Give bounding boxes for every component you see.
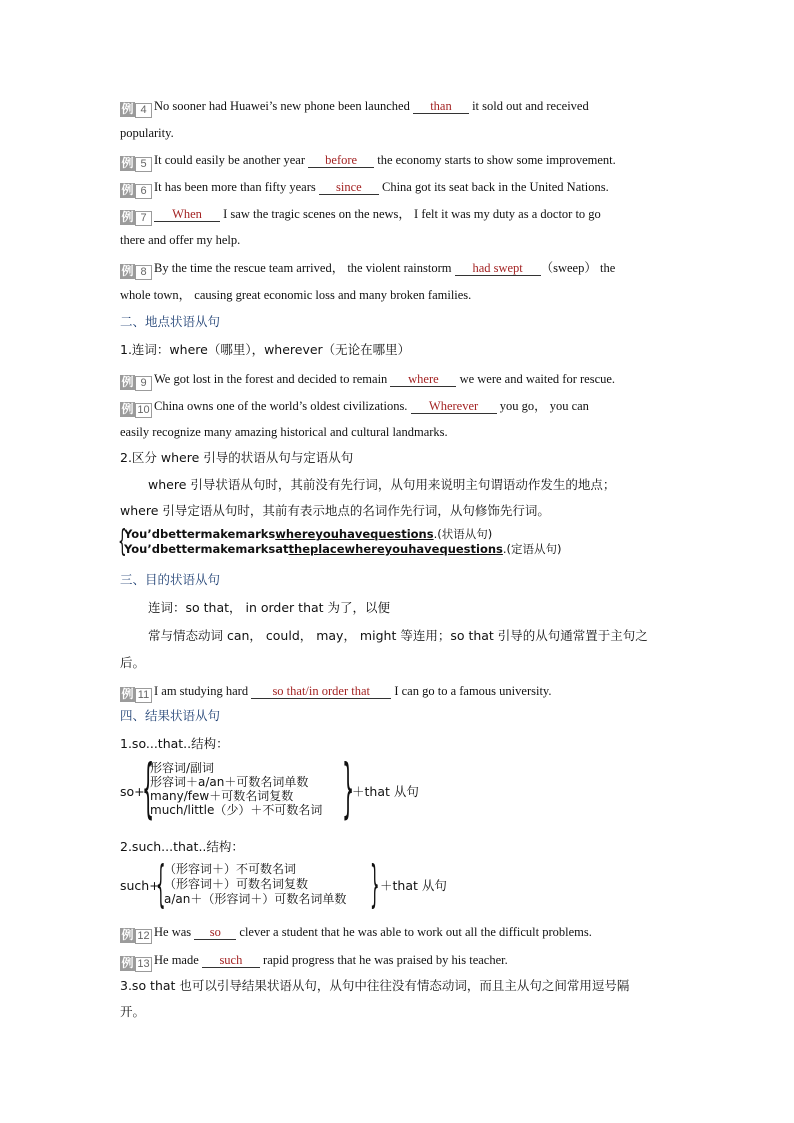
compare-adverbial: You’dbettermakemarkswhereyouhavequestions.(状语从句) [124,527,493,541]
example-badge: 例 7 [120,210,152,225]
section2-p1: where 引导状语从句时，其前没有先行词，从句用来说明主句谓语动作发生的地点； [148,477,616,492]
section2-sub2: 2.区分 where 引导的状语从句与定语从句 [120,450,354,465]
section4-sub3a: 3.so that 也可以引导结果状语从句，从句中往往没有情态动词，而且主从句之间常用逗号隔 [120,978,630,993]
so-prefix: so+ [120,784,145,799]
section4-sub2: 2.such...that..结构： [120,839,244,854]
section-heading-result: 四、结果状语从句 [120,708,221,723]
example-badge: 例 4 [120,102,152,117]
left-brace-icon: { [156,855,166,913]
right-brace-icon: } [342,752,355,826]
example-13: 例 13 He made such rapid progress that he was praised by his teacher. [121,953,508,970]
such-item: （形容词＋）可数名词复数 [164,877,309,891]
example-8: 例 8 By the time the rescue team arrived， the violent rainstorm had swept （sweep） the [121,261,616,278]
answer-blank: than [413,99,469,114]
section4-sub3b: 开。 [120,1004,146,1019]
example-badge: 例 6 [120,183,152,198]
example-5: 例 5 It could easily be another year before the economy starts to show some improvement. [121,153,616,170]
section3-p2: 常与情态动词 can， could， may， might 等连用；so that 引导的从句通常置于主句之 [148,628,648,643]
example-badge: 例 10 [120,402,152,417]
section2-conj: 1.连词：where（哪里），wherever（无论在哪里） [120,342,411,357]
such-item: （形容词＋）不可数名词 [164,862,297,876]
so-item: many/few＋可数名词复数 [150,789,294,803]
example-10: 例 10 China owns one of the world’s oldest civilizations. Wherever you go， you can [121,399,589,416]
example-7: 例 7 When I saw the tragic scenes on the news， I felt it was my duty as a doctor to go [121,207,601,224]
example-10-cont: easily recognize many amazing historical and cultural landmarks. [120,425,448,439]
so-item: 形容词＋a/an＋可数名词单数 [150,775,309,789]
such-item: a/an＋（形容词＋）可数名词单数 [164,892,347,906]
answer-blank: since [319,180,379,195]
section-heading-purpose: 三、目的状语从句 [120,572,221,587]
compare-attributive: You’dbettermakemarksattheplacewhereyouhavequestions.(定语从句) [124,542,562,556]
so-item: 形容词/副词 [150,761,215,775]
example-badge: 例 13 [120,956,152,971]
section-heading-place: 二、地点状语从句 [120,314,221,329]
section4-sub1: 1.so...that..结构： [120,736,229,751]
example-7-cont: there and offer my help. [120,233,241,247]
answer-blank: When [154,207,220,222]
left-brace-icon: { [118,524,127,559]
answer-blank: had swept [455,261,541,276]
example-11: 例 11 I am studying hard so that/in order that I can go to a famous university. [121,684,552,701]
answer-blank: so [194,925,236,940]
example-4: 例 4 No sooner had Huawei’s new phone been launched than it sold out and received [121,99,589,116]
example-badge: 例 12 [120,928,152,943]
section3-p2b: 后。 [120,655,146,670]
answer-blank: such [202,953,260,968]
example-badge: 例 5 [120,156,152,171]
example-badge: 例 11 [120,687,152,702]
section3-p1: 连词：so that， in order that 为了，以便 [148,600,391,615]
section2-p2: where 引导定语从句时，其前有表示地点的名词作先行词，从句修饰先行词。 [120,503,550,518]
example-4-cont: popularity. [120,126,174,140]
example-12: 例 12 He was so clever a student that he was able to work out all the difficult problems. [121,925,592,942]
right-brace-icon: } [370,855,380,913]
example-6: 例 6 It has been more than fifty years since China got its seat back in the United Nations. [121,180,609,197]
answer-blank: before [308,153,374,168]
left-brace-icon: { [142,752,155,826]
example-badge: 例 8 [120,264,152,279]
answer-blank: where [390,372,456,387]
so-item: much/little（少）＋不可数名词 [150,803,323,817]
so-suffix: ＋that 从句 [352,784,419,799]
answer-blank: so that/in order that [251,684,391,699]
example-9: 例 9 We got lost in the forest and decided to remain where we were and waited for rescue. [121,372,616,389]
example-8-cont: whole town， causing great economic loss and many broken families. [120,288,472,302]
example-badge: 例 9 [120,375,152,390]
answer-blank: Wherever [411,399,497,414]
such-prefix: such+ [120,878,160,893]
such-suffix: ＋that 从句 [380,878,447,893]
